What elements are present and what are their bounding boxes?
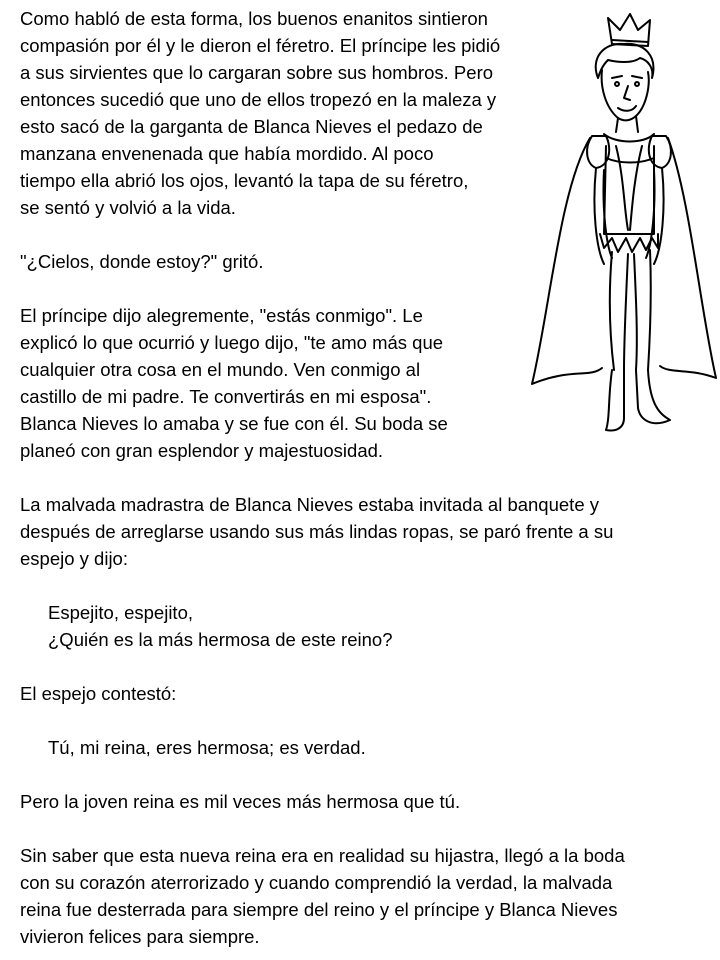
story-line: manzana envenenada que había mordido. Al poco <box>20 143 434 164</box>
story-line: se sentó y volvió a la vida. <box>20 197 236 218</box>
story-line: a sus sirvientes que lo cargaran sobre sus hombros. Pero <box>20 62 494 83</box>
verse-line: Espejito, espejito, <box>48 602 194 623</box>
story-line: Blanca Nieves lo amaba y se fue con él. Su boda se <box>20 413 448 434</box>
story-line: Sin saber que esta nueva reina era en realidad su hijastra, llegó a la boda <box>20 845 625 866</box>
story-line: con su corazón aterrorizado y cuando comprendió la verdad, la malvada <box>20 872 613 893</box>
story-line: vivieron felices para siempre. <box>20 926 260 947</box>
story-line: castillo de mi padre. Te convertirás en mi esposa". <box>20 386 432 407</box>
verse-line: ¿Quién es la más hermosa de este reino? <box>48 629 393 650</box>
story-line: cualquier otra cosa en el mundo. Ven conmigo al <box>20 359 421 380</box>
story-line: Pero la joven reina es mil veces más hermosa que tú. <box>20 791 461 812</box>
story-line: Como habló de esta forma, los buenos enanitos sintieron <box>20 8 488 29</box>
prince-illustration <box>520 8 720 448</box>
story-line: entonces sucedió que uno de ellos tropezó en la maleza y <box>20 89 497 110</box>
story-line: planeó con gran esplendor y majestuosidad. <box>20 440 384 461</box>
story-line: La malvada madrastra de Blanca Nieves estaba invitada al banquete y <box>20 494 599 515</box>
story-line: compasión por él y le dieron el féretro. El príncipe les pidió <box>20 35 501 56</box>
story-line: esto sacó de la garganta de Blanca Nieves el pedazo de <box>20 116 483 137</box>
verse-line: Tú, mi reina, eres hermosa; es verdad. <box>48 737 366 758</box>
prince-icon <box>520 8 720 448</box>
story-line: espejo y dijo: <box>20 548 128 569</box>
story-line: tiempo ella abrió los ojos, levantó la tapa de su féretro, <box>20 170 469 191</box>
story-line: El espejo contestó: <box>20 683 177 704</box>
story-line: El príncipe dijo alegremente, "estás conmigo". Le <box>20 305 423 326</box>
story-line: explicó lo que ocurrió y luego dijo, "te amo más que <box>20 332 444 353</box>
story-line: reina fue desterrada para siempre del reino y el príncipe y Blanca Nieves <box>20 899 618 920</box>
story-line: "¿Cielos, donde estoy?" gritó. <box>20 251 264 272</box>
story-line: después de arreglarse usando sus más lindas ropas, se paró frente a su <box>20 521 614 542</box>
